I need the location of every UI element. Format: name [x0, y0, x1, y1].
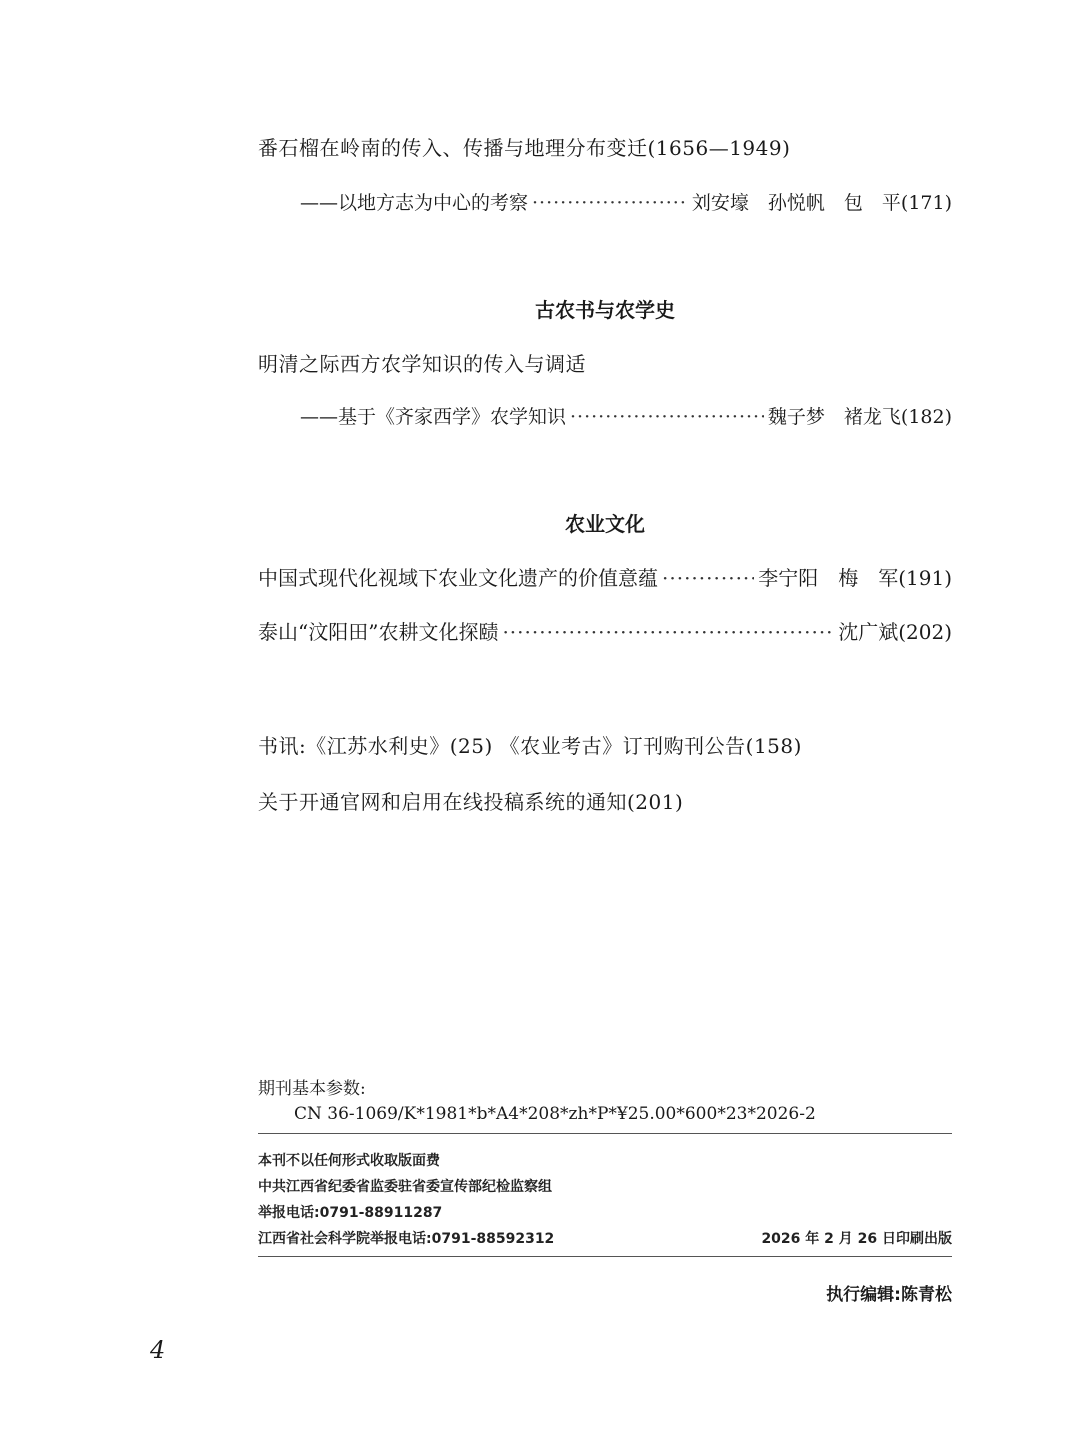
article-subtitle-line — [258, 402, 952, 429]
leader-dots — [502, 620, 834, 644]
article-title: 番石榴在岭南的传入、传播与地理分布变迁(1656—1949) — [258, 136, 791, 160]
article-page: (182) — [900, 406, 952, 428]
article-subtitle: ——以地方志为中心的考察 — [300, 192, 529, 214]
article-page: (191) — [898, 566, 952, 590]
print-date: 2026 年 2 月 26 日印刷出版 — [761, 1231, 952, 1247]
leader-dots — [570, 406, 764, 428]
footer-line: 江西省社会科学院举报电话:0791-88592312 — [258, 1231, 555, 1247]
article-title: 泰山“汶阳田”农耕文化探赜 — [258, 620, 499, 644]
section-title: 古农书与农学史 — [535, 298, 675, 322]
footer-line: 本刊不以任何形式收取版面费 — [258, 1153, 440, 1169]
article-entry — [258, 562, 952, 591]
article-authors: 沈广斌 — [838, 620, 899, 644]
article-page: (171) — [900, 192, 952, 214]
divider — [258, 1256, 952, 1257]
article-authors: 魏子梦 褚龙飞 — [767, 406, 901, 428]
params-label: 期刊基本参数: — [258, 1079, 366, 1099]
article-title: 明清之际西方农学知识的传入与调适 — [258, 352, 586, 376]
article-authors: 李宁阳 梅 军 — [758, 566, 899, 590]
executive-editor: 执行编辑:陈青松 — [826, 1285, 952, 1305]
article-title: 中国式现代化视域下农业文化遗产的价值意蕴 — [258, 566, 658, 590]
article-authors: 刘安壕 孙悦帆 包 平 — [691, 192, 901, 214]
leader-dots — [532, 192, 688, 214]
notice-line: 关于开通官网和启用在线投稿系统的通知(201) — [258, 790, 684, 814]
article-subtitle: ——基于《齐家西学》农学知识 — [300, 406, 567, 428]
leader-dots — [662, 566, 754, 590]
footer-line: 中共江西省纪委省监委驻省委宣传部纪检监察组 — [258, 1179, 552, 1195]
article-page: (202) — [898, 620, 952, 644]
page-number: 4 — [150, 1336, 166, 1364]
article-subtitle-line — [258, 188, 952, 215]
notice-line: 书讯:《江苏水利史》(25) 《农业考古》订刊购刊公告(158) — [258, 734, 802, 758]
article-entry — [258, 616, 952, 645]
params-code: CN 36-1069/K*1981*b*A4*208*zh*P*¥25.00*600*23*2026-2 — [294, 1104, 816, 1124]
footer-line: 举报电话:0791-88911287 — [258, 1205, 443, 1221]
section-title: 农业文化 — [565, 512, 645, 536]
divider — [258, 1133, 952, 1134]
